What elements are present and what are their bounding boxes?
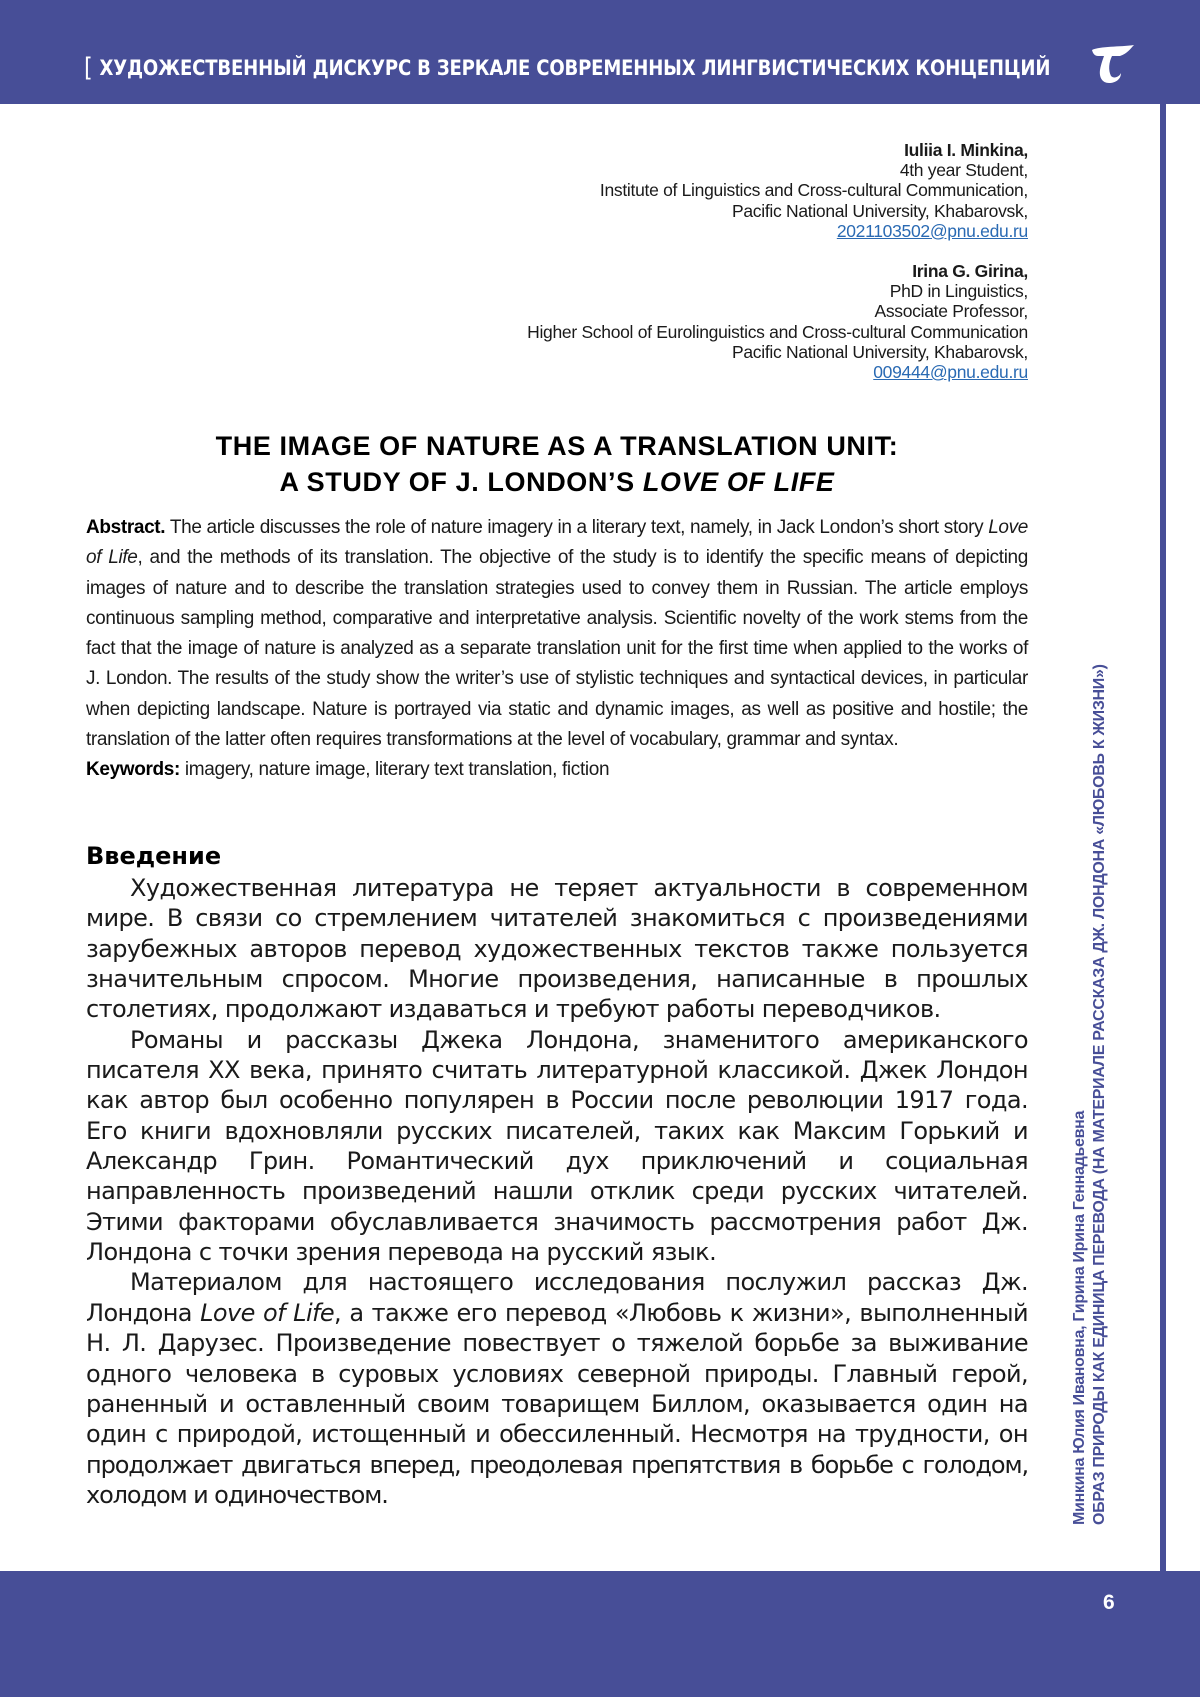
author-1 (527, 140, 1028, 241)
author-position: Associate Professor, (874, 301, 1028, 322)
body-text (86, 873, 1028, 1510)
paragraph (86, 1267, 1028, 1510)
author-institute: Higher School of Eurolinguistics and Cross-cultural Communication (527, 321, 1028, 342)
author-degree: PhD in Linguistics, (889, 281, 1028, 302)
margin-rule (1160, 104, 1166, 1572)
author-2 (527, 261, 1028, 382)
author-position: 4th year Student, (899, 160, 1028, 181)
author-email-link[interactable]: 2021103502@pnu.edu.ru (836, 220, 1028, 241)
abstract-part-1: The article discusses the role of nature imagery in a literary text, namely, in Jack London’s short story (165, 517, 989, 538)
bracket-glyph: [ (84, 53, 93, 83)
abstract-text (86, 513, 1028, 755)
footer-band (0, 1571, 1200, 1697)
title-line-2-italic: LOVE OF LIFE (642, 467, 835, 497)
paragraph-part: Материалом для настоящего исследования послужил рассказ Дж. Лондона (86, 1268, 1028, 1327)
author-email-link[interactable]: 009444@pnu.edu.ru (873, 362, 1028, 383)
abstract-label: Abstract. (86, 517, 166, 538)
paragraph-italic: Love of Life (200, 1298, 335, 1327)
abstract-part-2: , and the methods of its translation. The objective of the study is to identify the specific means of depicting images of nature and to describe the translation strategies used to convey them in Russian. The article employs continuous sampling method, comparative and interpretative analysis. Scientific novelty of the work stems from the fact that the image of nature is analyzed as a separate translation unit for the first time when applied to the works of J. London. The results of the study show the writer’s use of stylistic techniques and syntactical devices, in particular when depicting landscape. Nature is portrayed via static and dynamic images, as well as positive and hostile; the translation of the latter often requires transformations at the level of vocabulary, grammar and syntax. (86, 547, 1028, 751)
side-authors: Минкина Юлия Ивановна, Гирина Ирина Геннадьевна (1071, 1110, 1088, 1525)
paragraph: Романы и рассказы Джека Лондона, знаменитого американского писателя XX века, принято считать литературной классикой. Джек Лондон как автор был особенно популярен в России после революции 1917 года. Его книги вдохновляли русских писателей, таких как Максим Горький и Александр Грин. Романтический дух приключений и социальная направленность произведений нашли отклик среди русских читателей. Этими факторами обуславливается значимость рассмотрения работ Дж. Лондона с точки зрения перевода на русский язык. (86, 1025, 1028, 1267)
page-number: 6 (1103, 1591, 1115, 1614)
abstract-italic-title: Love of Life (86, 517, 1028, 569)
keywords-list: imagery, nature image, literary text translation, fiction (179, 759, 610, 781)
keywords-label: Keywords: (86, 759, 180, 781)
running-title-text: ХУДОЖЕСТВЕННЫЙ ДИСКУРС В ЗЕРКАЛЕ СОВРЕМЕННЫХ ЛИНГВИСТИЧЕСКИХ КОНЦЕПЦИЙ (99, 56, 1051, 80)
paragraph-part: , а также его перевод «Любовь к жизни», выполненный Н. Л. Дарузес. Произведение повествует о тяжелой борьбе за выживание одного человека в суровых условиях северной природы. Главный герой, раненный и оставленный своим товарищем Биллом, оказывается один на один с природой, истощенный и обессиленный. Несмотря на трудности, он (86, 1298, 1028, 1449)
running-title (84, 52, 1050, 82)
abstract (86, 513, 1028, 786)
title-line-1: THE IMAGE OF NATURE AS A TRANSLATION UNIT: (215, 431, 899, 461)
author-university: Pacific National University, Khabarovsk, (732, 341, 1028, 362)
title-line-2 (86, 464, 1028, 500)
side-running-title (1070, 664, 1110, 1525)
author-institute: Institute of Linguistics and Cross-cultural Communication, (599, 180, 1028, 201)
running-header (0, 0, 1200, 104)
paragraph: Художественная литература не теряет актуальности в современном мире. В связи со стремлением читателей знакомиться с произведениями зарубежных авторов перевод художественных текстов также пользуется значительным спросом. Многие произведения, написанные в прошлых столетиях, продолжают издаваться и требуют работы переводчиков. (86, 874, 1028, 1024)
author-name: Iuliia I. Minkina, (904, 140, 1028, 160)
keywords (86, 755, 1028, 785)
tau-logo-icon (1090, 44, 1136, 84)
title-line-2-text: A STUDY OF J. LONDON’S (279, 467, 643, 497)
author-name: Irina G. Girina, (912, 261, 1028, 282)
section-heading: Введение (86, 842, 222, 870)
author-university: Pacific National University, Khabarovsk, (732, 200, 1028, 221)
paragraph-part: продолжает двигаться вперед, преодолевая препятствия в борьбе с голодом, холодом и одиночеством. (86, 1450, 1028, 1509)
author-affiliations (527, 140, 1028, 402)
article-title (86, 428, 1028, 500)
side-article-title: ОБРАЗ ПРИРОДЫ КАК ЕДИНИЦА ПЕРЕВОДА (НА МАТЕРИАЛЕ РАССКАЗА ДЖ. ЛОНДОНА «ЛЮБОВЬ К ЖИЗНИ») (1091, 664, 1108, 1525)
